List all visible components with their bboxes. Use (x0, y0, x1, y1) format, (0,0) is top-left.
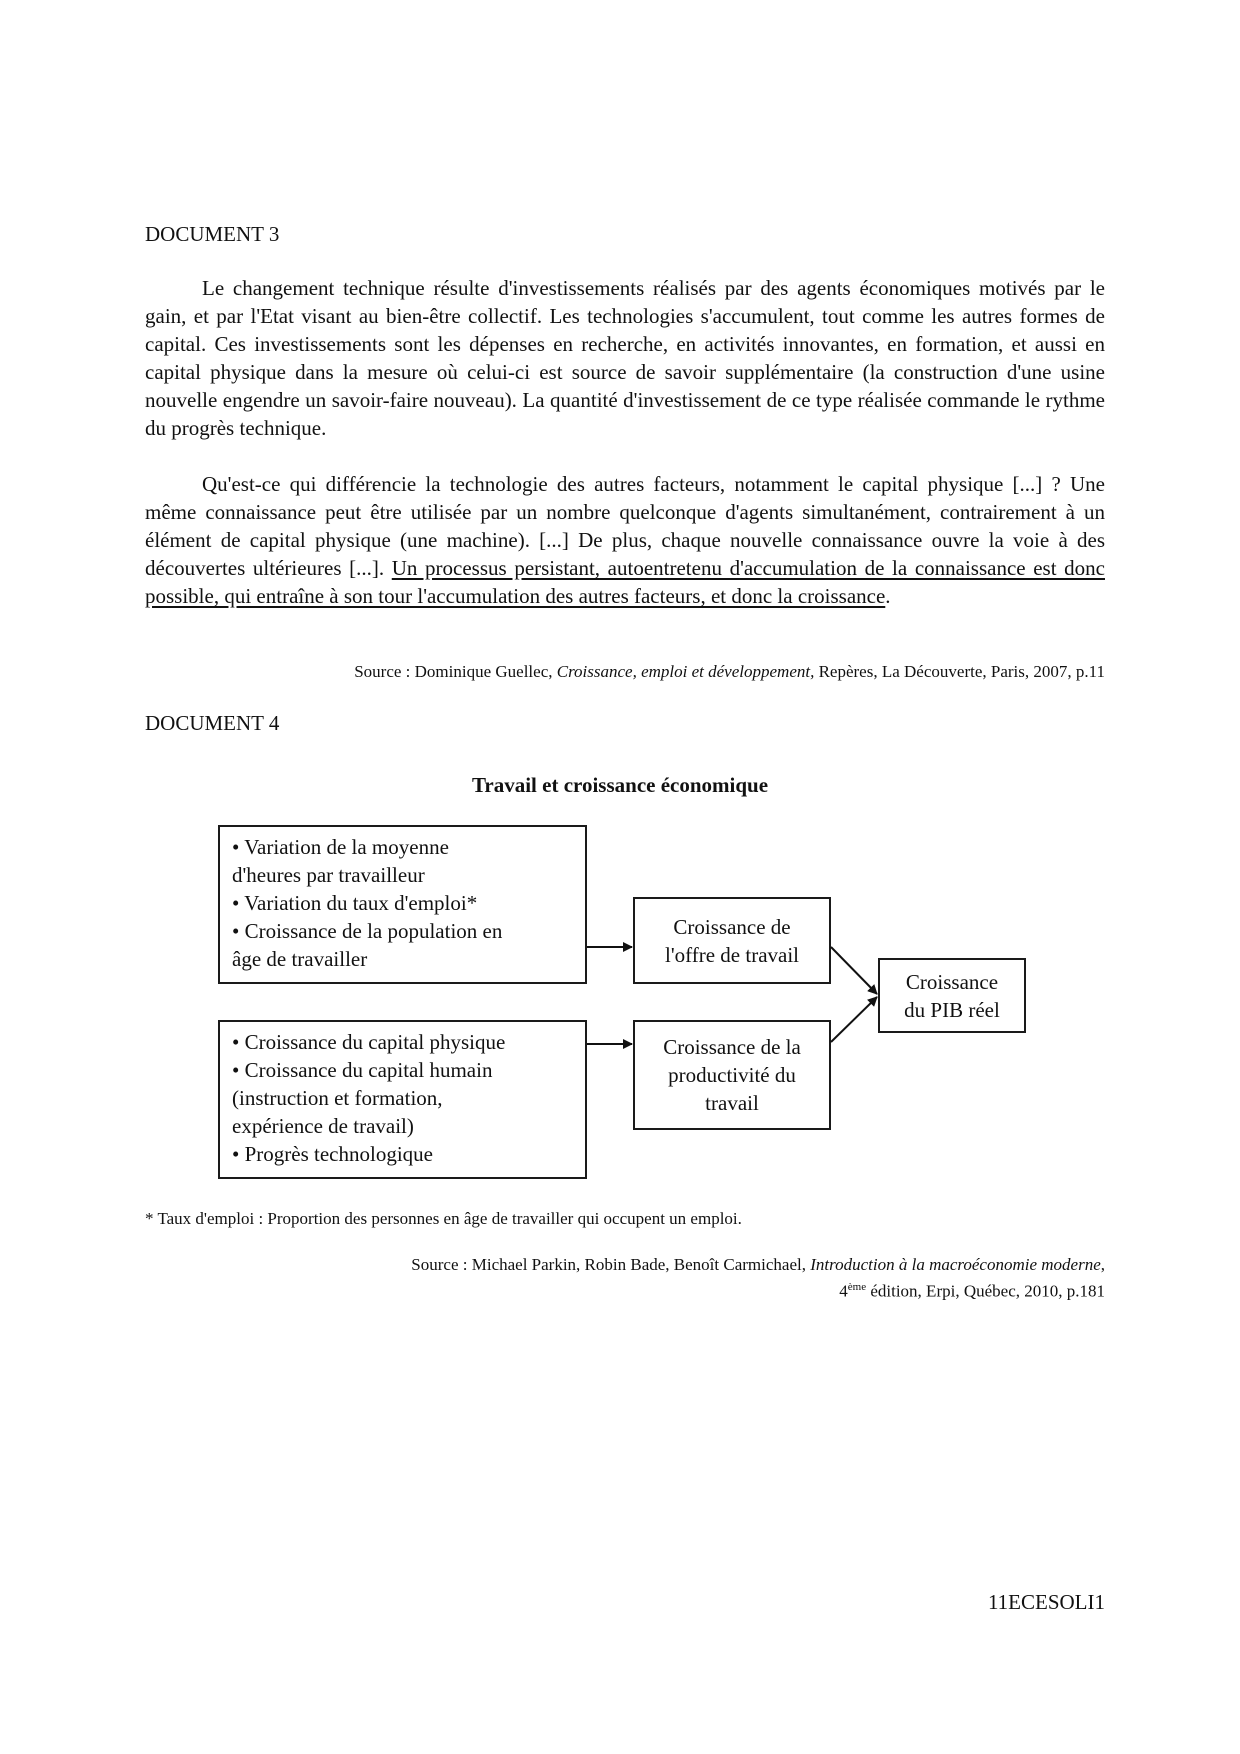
document-3-heading: DOCUMENT 3 (145, 222, 280, 246)
gdp-growth-line: du PIB réel (904, 997, 1000, 1022)
labor-productivity-line: travail (705, 1091, 759, 1115)
document-3-paragraph-2 (145, 470, 1105, 610)
labor-factor-line: • Variation du taux d'emploi* (232, 891, 478, 915)
page-code: 11ECESOLI1 (987, 1590, 1105, 1614)
productivity-factor-line: expérience de travail) (232, 1114, 414, 1138)
labor-productivity-line: productivité du (668, 1063, 796, 1087)
document-4-heading: DOCUMENT 4 (145, 711, 280, 735)
labor-factors-box (218, 825, 587, 984)
labor-supply-line: Croissance de (673, 914, 791, 939)
document-3-paragraph-1: Le changement technique résulte d'investissements réalisés par des agents économiques motivés par le gain, et par l'Etat visant au bien-être collectif. Les technologies s'accumulent, tout comme les autres formes de capital. Ces investissements sont les dépenses en recherche, en activités innovantes, en formation, et aussi en capital physique dans la mesure où celui-ci est source de savoir supplémentaire (la construction d'une usine nouvelle engendre un savoir-faire nouveau). La quantité d'investissement de ce type réalisée commande le rythme du progrès technique. (145, 276, 1105, 440)
source-suffix: édition, Erpi, Québec, 2010, p.181 (866, 1281, 1105, 1301)
paragraph-2-end: . (885, 584, 891, 608)
labor-factor-line: d'heures par travailleur (232, 863, 425, 887)
labor-factor-line: âge de travailler (232, 947, 368, 971)
labor-supply-line: l'offre de travail (665, 942, 799, 967)
edition-superscript: ème (847, 1281, 867, 1293)
labor-supply-box (633, 897, 831, 984)
arrow-icon (831, 947, 877, 994)
edition-number: 4 (839, 1281, 848, 1301)
arrow-icon (831, 997, 877, 1042)
productivity-factor-line: • Croissance du capital physique (232, 1030, 506, 1054)
source-comma: , (1100, 1255, 1105, 1274)
footnote-employment-rate: * Taux d'emploi : Proportion des personnes en âge de travailler qui occupent un emploi. (145, 1209, 742, 1228)
figure-title: Travail et croissance économique (471, 773, 769, 797)
gdp-growth-line: Croissance (905, 969, 999, 994)
paragraph-2-text: Qu'est-ce qui différencie la technologie des autres facteurs, notamment le capital physique [...] ? Une même connaissance peut être utilisée par un nombre quelconque d'agents simultanément, contrairement à un élément de capital physique (une machine). [...] De plus, chaque nouvelle connaissance ouvre la voie à des découvertes ultérieures [...]. (145, 472, 1105, 580)
productivity-factor-line: (instruction et formation, (232, 1086, 443, 1110)
source-prefix: Source : Dominique Guellec, (354, 662, 557, 681)
productivity-factor-line: • Progrès technologique (232, 1142, 433, 1166)
document-4-source (411, 1254, 1105, 1303)
source-title: Croissance, emploi et développement, (556, 662, 815, 681)
labor-productivity-line: Croissance de la (663, 1035, 801, 1059)
labor-factor-line: • Variation de la moyenne (232, 835, 449, 859)
source-title: Introduction à la macroéconomie moderne (810, 1255, 1101, 1274)
document-3-source (354, 661, 1105, 683)
underlined-passage: Un processus persistant, autoentretenu d'accumulation de la connaissance est donc possible, qui entraîne à son tour l'accumulation des autres facteurs, et donc la croissance (145, 556, 1105, 608)
productivity-factor-line: • Croissance du capital humain (232, 1058, 493, 1082)
source-line-2 (411, 1276, 1105, 1303)
source-prefix: Source : Michael Parkin, Robin Bade, Benoît Carmichael, (411, 1255, 811, 1274)
labor-productivity-box (633, 1020, 831, 1130)
source-line-1 (411, 1254, 1105, 1276)
labor-factor-line: • Croissance de la population en (232, 919, 503, 943)
source-suffix: Repères, La Découverte, Paris, 2007, p.11 (814, 662, 1105, 681)
productivity-factors-box (218, 1020, 587, 1179)
gdp-growth-box (878, 958, 1026, 1033)
